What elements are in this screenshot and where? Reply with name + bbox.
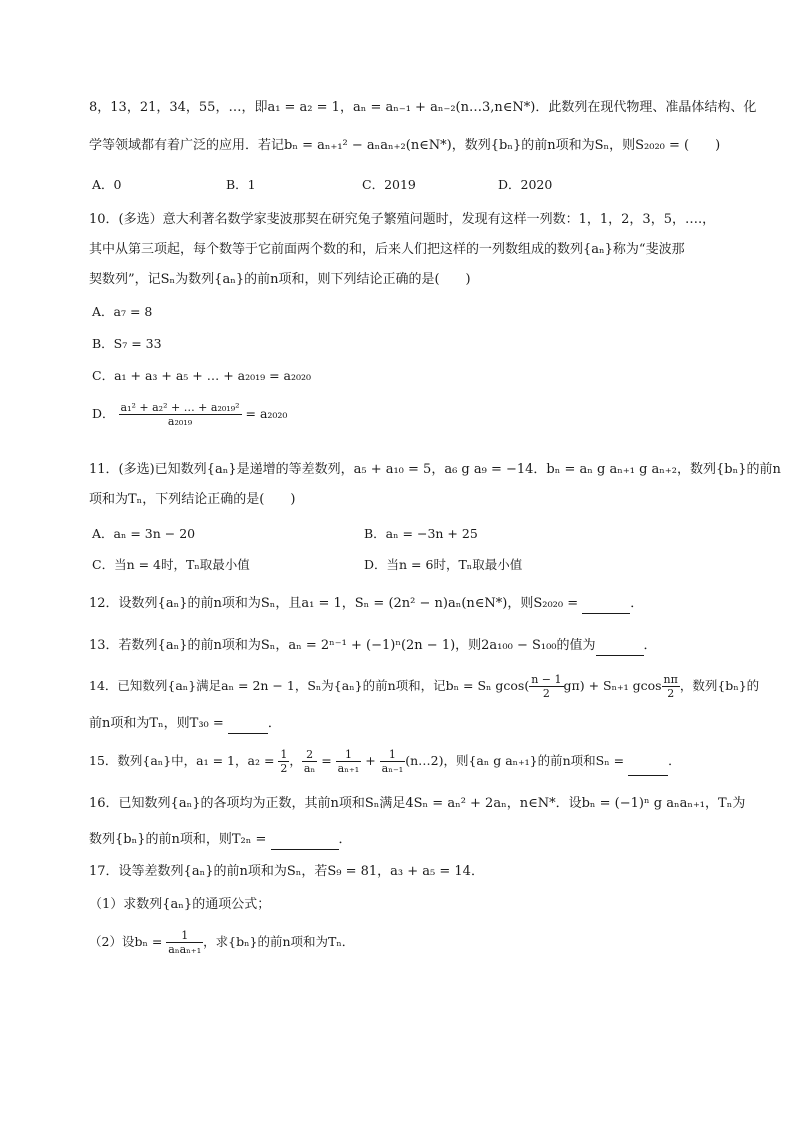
q10-option-d-denominator: a₂₀₁₉ xyxy=(167,415,193,428)
q15-fraction-1-denominator: 2 xyxy=(280,762,288,775)
q10-option-d-prefix: D． xyxy=(92,406,115,421)
q17-line-3-prefix: （2）设bₙ = xyxy=(89,934,167,949)
q15-fraction-4-numerator: 1 xyxy=(380,748,406,762)
q10-line-1: 10．(多选）意大利著名数学家斐波那契在研究兔子繁殖问题时，发现有这样一列数：1，1，2，3，5，….， xyxy=(89,212,716,227)
q14-part-1: 14．已知数列{aₙ}满足aₙ = 2n − 1，Sₙ为{aₙ}的前n项和，记bₙ = Sₙ gcos( xyxy=(89,678,530,693)
q16-end: ． xyxy=(338,832,352,847)
q14-fraction-2-numerator: nπ xyxy=(663,673,678,686)
q15-fraction-3 xyxy=(336,748,362,775)
q12-text: 12．设数列{aₙ}的前n项和为Sₙ，且a₁ = 1，Sₙ = (2n² − n)aₙ(n∈N*)，则S₂₀₂₀ = xyxy=(89,596,583,611)
q15-fraction-3-numerator: 1 xyxy=(336,748,362,762)
q13-text: 13．若数列{aₙ}的前n项和为Sₙ，aₙ = 2ⁿ⁻¹ + (−1)ⁿ(2n − 1)，则2a₁₀₀ − S₁₀₀的值为 xyxy=(89,638,596,653)
q10-option-d-fraction xyxy=(119,401,242,428)
q16-line-2 xyxy=(89,830,352,850)
q14-fraction-1-denominator: 2 xyxy=(542,687,550,700)
q14-fraction-2-denominator: 2 xyxy=(667,687,675,700)
q14-fraction-2 xyxy=(662,673,680,700)
q16-line-1: 16．已知数列{aₙ}的各项均为正数，其前n项和Sₙ满足4Sₙ = aₙ² + 2aₙ，n∈N*．设bₙ = (−1)ⁿ g aₙaₙ₊₁，Tₙ为 xyxy=(89,796,746,811)
q14-fraction-1-numerator: n − 1 xyxy=(531,673,562,686)
q15-fraction-2-numerator: 2 xyxy=(302,748,317,762)
q11-line-2: 项和为Tₙ，下列结论正确的是( ) xyxy=(89,492,296,507)
q9-option-a: A．0 xyxy=(92,177,122,192)
q10-option-d-rest: = a₂₀₂₀ xyxy=(245,406,288,421)
q15-part-3: (n…2)，则{aₙ g aₙ₊₁}的前n项和Sₙ = xyxy=(405,753,629,768)
q12-answer-blank[interactable] xyxy=(582,599,630,614)
q12-end: ． xyxy=(630,596,644,611)
q14-line-2-text: 前n项和为Tₙ，则T₃₀ = xyxy=(89,716,228,731)
q9-line-2: 学等领域都有着广泛的应用．若记bₙ = aₙ₊₁² − aₙaₙ₊₂(n∈N*)，数列{bₙ}的前n项和为Sₙ，则S₂₀₂₀ = ( ) xyxy=(89,138,721,153)
q15-part-1: 15．数列{aₙ}中，a₁ = 1，a₂ = xyxy=(89,753,279,768)
q14-line-2 xyxy=(89,714,281,734)
q17-line-3-rest: ，求{bₙ}的前n项和为Tₙ． xyxy=(203,934,355,949)
q17-fraction xyxy=(166,929,203,956)
q16-answer-blank[interactable] xyxy=(271,835,339,850)
q9-line-1: 8，13，21，34，55，…，即a₁ = a₂ = 1，aₙ = aₙ₋₁ + aₙ₋₂(n…3,n∈N*)．此数列在现代物理、准晶体结构、化 xyxy=(89,100,757,115)
q15-answer-blank[interactable] xyxy=(628,761,668,776)
q15-fraction-4-denominator: aₙ₋₁ xyxy=(381,762,404,775)
q15-part-2: ， xyxy=(289,753,302,768)
q14-answer-blank[interactable] xyxy=(228,719,268,734)
q11-option-b: B．aₙ = −3n + 25 xyxy=(364,526,478,541)
q13-answer-blank[interactable] xyxy=(596,641,644,656)
q15-line xyxy=(89,746,681,776)
q14-fraction-1 xyxy=(529,673,563,700)
q14-line-1 xyxy=(89,672,759,700)
q9-option-b: B．1 xyxy=(226,177,256,192)
q17-fraction-numerator: 1 xyxy=(166,929,203,943)
q15-fraction-3-denominator: aₙ₊₁ xyxy=(337,762,360,775)
q9-option-c: C．2019 xyxy=(362,177,416,192)
q10-line-3: 契数列”，记Sₙ为数列{aₙ}的前n项和，则下列结论正确的是( ) xyxy=(89,272,471,287)
q13-end: ． xyxy=(643,638,657,653)
q10-line-2: 其中从第三项起，每个数等于它前面两个数的和，后来人们把这样的一列数组成的数列{aₙ}称为“斐波那 xyxy=(89,242,685,257)
q10-option-b: B．S₇ = 33 xyxy=(92,336,162,351)
q15-fraction-2-denominator: aₙ xyxy=(303,762,316,775)
q9-option-d: D．2020 xyxy=(498,177,553,192)
q17-line-2: （1）求数列{aₙ}的通项公式； xyxy=(89,897,271,912)
q16-line-2-text: 数列{bₙ}的前n项和，则T₂ₙ = xyxy=(89,832,271,847)
q17-line-3 xyxy=(89,926,354,958)
q13-line xyxy=(89,636,657,656)
q11-option-a: A．aₙ = 3n − 20 xyxy=(92,526,196,541)
q15-fraction-1-numerator: 1 xyxy=(280,748,288,761)
q10-option-d xyxy=(92,400,287,428)
q15-fraction-2 xyxy=(302,748,317,775)
q17-line-1: 17．设等差数列{aₙ}的前n项和为Sₙ，若S₉ = 81，a₃ + a₅ = 14． xyxy=(89,864,484,879)
q11-line-1: 11．(多选)已知数列{aₙ}是递增的等差数列，a₅ + a₁₀ = 5，a₆ g a₉ = −14．bₙ = aₙ g aₙ₊₁ g aₙ₊₂，数列{bₙ}的前n xyxy=(89,462,781,477)
q12-line xyxy=(89,594,643,614)
q15-equals: = xyxy=(317,753,336,768)
q15-fraction-1 xyxy=(278,748,289,775)
q14-end: ． xyxy=(267,716,281,731)
q10-option-c: C．a₁ + a₃ + a₅ + … + a₂₀₁₉ = a₂₀₂₀ xyxy=(92,368,312,383)
q14-part-2: gπ) + Sₙ₊₁ gcos xyxy=(563,678,662,693)
q11-option-c: C．当n = 4时，Tₙ取最小值 xyxy=(92,557,250,572)
q14-part-3: ，数列{bₙ}的 xyxy=(679,678,760,693)
q15-end: ． xyxy=(668,753,681,768)
q11-option-d: D．当n = 6时，Tₙ取最小值 xyxy=(364,557,523,572)
q10-option-a: A．a₇ = 8 xyxy=(92,304,153,319)
q17-fraction-denominator: aₙaₙ₊₁ xyxy=(168,943,202,956)
q15-plus: + xyxy=(361,753,380,768)
q15-fraction-4 xyxy=(380,748,406,775)
q10-option-d-numerator: a₁² + a₂² + … + a₂₀₁₉² xyxy=(120,401,240,414)
